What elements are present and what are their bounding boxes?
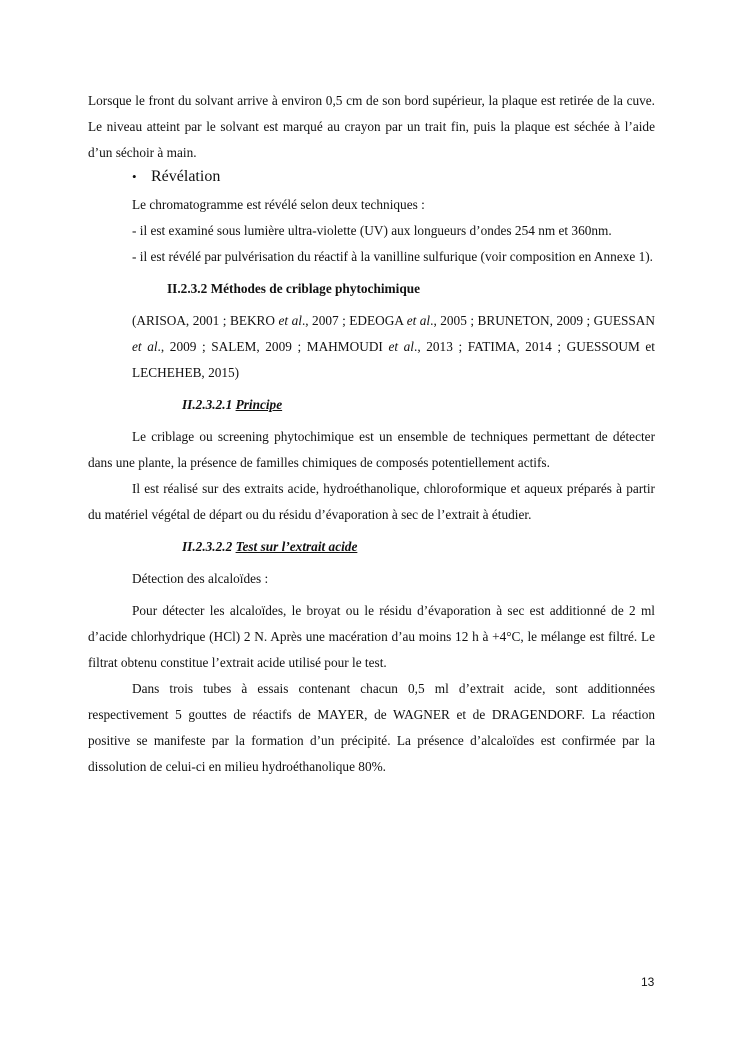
paragraph-solvent-front: Lorsque le front du solvant arrive à environ 0,5 cm de son bord supérieur, la plaque est retirée de la cuve. Le niveau atteint par le solvant est marqué au crayon par un trait fin, puis la plaque est séchée à l’aide d’un séchoir à main. [88,93,655,160]
paragraph-detection: Pour détecter les alcaloïdes, le broyat ou le résidu d’évaporation à sec est additionné de 2 ml d’acide chlorhydrique (HCl) 2 N. Après une macération d’au moins 12 h à +4°C, le mélange est filtré. Le filtrat obtenu constitue l’extrait acide utilisé pour le test. [88,603,655,670]
references-block: (ARISOA, 2001 ; BEKRO et al., 2007 ; EDEOGA et al., 2005 ; BRUNETON, 2009 ; GUESSAN et al., 2009 ; SALEM, 2009 ; MAHMOUDI et al., 2013 ; FATIMA, 2014 ; GUESSOUM et LECHEHEB, 2015) [132,313,656,380]
document-page [88,88,655,780]
paragraph-vanillin: - il est révélé par pulvérisation du réactif à la vanilline sulfurique (voir composition en Annexe 1). [132,249,654,264]
paragraph-tubes: Dans trois tubes à essais contenant chacun 0,5 ml d’extrait acide, sont additionnées respectivement 5 gouttes de réactifs de MAYER, de WAGNER et de DRAGENDORF. La réaction positive se manifeste par la formation d’un précipité. La présence d’alcaloïdes est confirmée par la dissolution de celui-ci en milieu hydroéthanolique 80%. [88,681,655,774]
bullet-revelation-label: Révélation [151,168,221,185]
detection-label: Détection des alcaloïdes : [132,571,269,586]
subsection-test-heading: II.2.3.2.2 Test sur l’extrait acide [182,539,358,554]
section-heading: II.2.3.2 Méthodes de criblage phytochimique [167,281,421,296]
paragraph-extraits: Il est réalisé sur des extraits acide, hydroéthanolique, chloroformique et aqueux préparés à partir du matériel végétal de départ ou du résidu d’évaporation à sec de l’extrait à étudier. [88,481,655,522]
page-number: 13 [641,975,655,989]
paragraph-criblage: Le criblage ou screening phytochimique est un ensemble de techniques permettant de détecter dans une plante, la présence de familles chimiques de composés potentiellement actifs. [88,429,655,470]
bullet-revelation [132,168,655,186]
paragraph-uv: - il est examiné sous lumière ultra-violette (UV) aux longueurs d’ondes 254 nm et 360nm. [132,223,612,238]
paragraph-chromatogram: Le chromatogramme est révélé selon deux techniques : [132,197,425,212]
subsection-principe-heading: II.2.3.2.1 Principe [182,397,283,412]
bullet-dot-icon: • [132,169,137,184]
